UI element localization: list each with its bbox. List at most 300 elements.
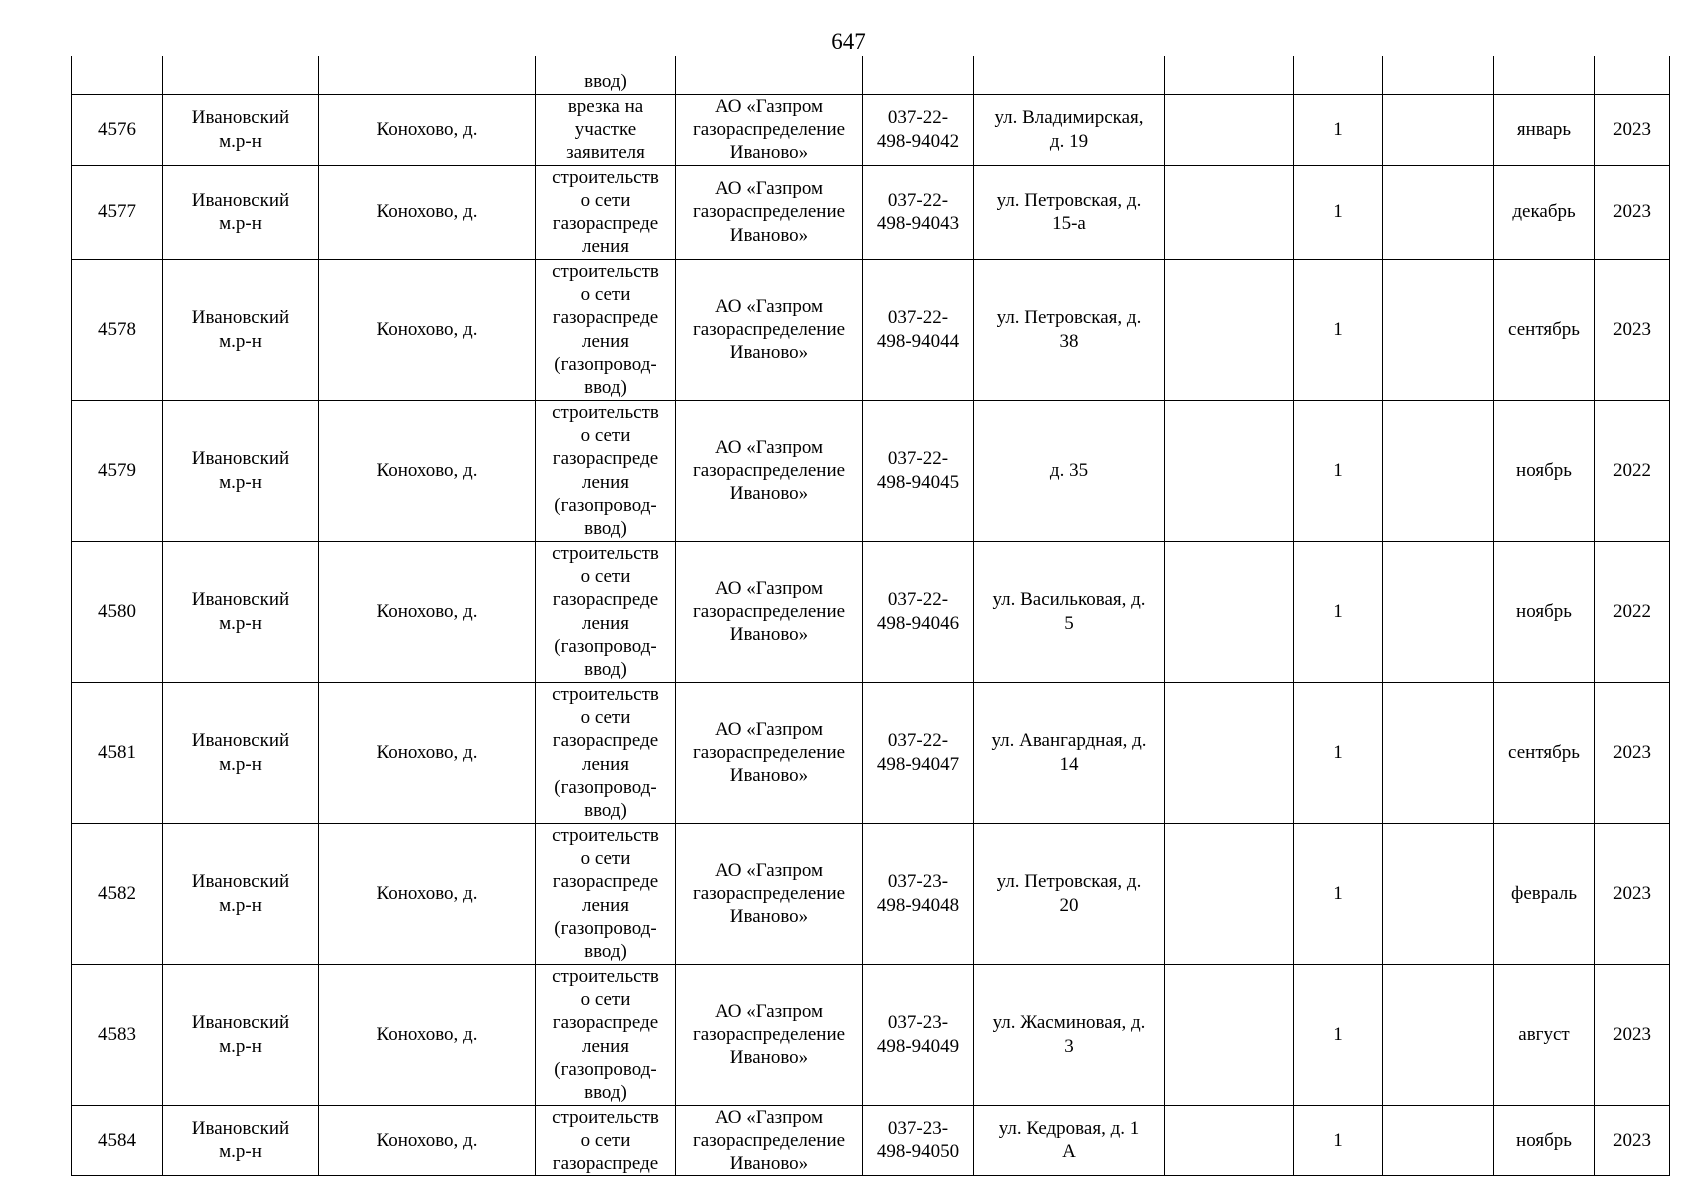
address-lines [976,729,1162,775]
cell-address [974,259,1165,400]
cell-work-type [536,94,676,165]
continued-row [72,56,1670,94]
cell-line: (газопровод- [554,494,657,516]
work-type-lines [538,166,673,259]
cell-line: строительств [552,824,659,846]
cell-settlement: Конохово, д. [319,682,536,823]
cell-line: газораспределение [692,201,846,223]
cell-line: Ивановский [191,189,290,211]
cell-month: февраль [1494,823,1595,964]
cell-code [863,94,974,165]
cell-num: 4581 [72,682,163,823]
cell-line: ления [582,612,629,634]
cell-settlement: Конохово, д. [319,1105,536,1176]
cell-work-type [536,1105,676,1176]
table-row [72,541,1670,682]
cell-line: ления [582,471,629,493]
cell-empty [1383,1105,1494,1176]
code-lines [865,1117,971,1163]
cell-address [974,823,1165,964]
cell-line: газораспределение [692,1129,846,1151]
cell-line: 498-94044 [876,330,960,352]
organization-lines [678,859,860,929]
cell-empty [1165,541,1294,682]
cell-line: 20 [1059,894,1079,916]
cell-line: АО «Газпром [714,295,824,317]
cell-line: Ивановский [191,1118,290,1140]
cell-code [863,56,974,94]
cell-line: о сети [580,1129,631,1151]
cell-district [163,94,319,165]
cell-line: м.р-н [219,130,262,152]
cell-line: о сети [580,566,631,588]
cell-empty [1165,259,1294,400]
cell-line: Ивановский [191,307,290,329]
cell-line: 5 [1064,612,1074,634]
cell-organization [676,1105,863,1176]
cell-year: 2023 [1595,259,1670,400]
cell-line: газораспреде [552,307,659,329]
organization-lines [678,577,860,647]
cell-line: (газопровод- [554,1058,657,1080]
cell-line: ввод) [584,376,627,398]
cell-line: м.р-н [219,330,262,352]
cell-work-type [536,400,676,541]
organization-lines [678,95,860,165]
cell-line: о сети [580,425,631,447]
cell-line: 037-23- [887,1012,949,1034]
cell-line: (газопровод- [554,353,657,375]
cell-line: ул. Петровская, д. [996,871,1142,893]
cell-district [163,823,319,964]
cell-line: м.р-н [219,1035,262,1057]
work-type-lines [538,824,673,963]
cell-line: ввод) [584,1081,627,1103]
organization-lines [678,295,860,365]
district-lines [165,447,316,493]
cell-line: газораспределение [692,882,846,904]
code-lines [865,870,971,916]
cell-num: 4580 [72,541,163,682]
table-row [72,400,1670,541]
cell-num: 4579 [72,400,163,541]
code-lines [865,106,971,152]
work-type-lines [538,1106,673,1176]
cell-line: д. 19 [1049,130,1089,152]
cell-line: о сети [580,284,631,306]
cell-line: газораспреде [552,448,659,470]
cell-code [863,165,974,259]
cell-line: Иваново» [729,1152,809,1174]
cell-district [163,259,319,400]
cell-line: строительств [552,166,659,188]
cell-organization [676,823,863,964]
cell-year: 2023 [1595,964,1670,1105]
cell-address [974,56,1165,94]
district-lines [165,588,316,634]
cell-line: 037-22- [887,589,949,611]
cell-line: ул. Авангардная, д. [991,730,1147,752]
cell-line: Иваново» [729,342,809,364]
cell-organization [676,964,863,1105]
cell-line: газораспреде [552,1012,659,1034]
table-body [72,56,1670,1176]
cell-line: АО «Газпром [714,95,824,117]
cell-line: о сети [580,989,631,1011]
cell-empty [1383,541,1494,682]
cell-line: 037-23- [887,871,949,893]
cell-district [163,56,319,94]
organization-lines [678,1000,860,1070]
cell-year [1595,56,1670,94]
cell-district [163,541,319,682]
cell-work-type [536,682,676,823]
page-number: 647 [831,29,866,54]
district-lines [165,306,316,352]
cell-line: ввод) [584,799,627,821]
cell-code [863,823,974,964]
cell-num: 4578 [72,259,163,400]
cell-line: газораспределение [692,118,846,140]
cell-line: Иваново» [729,1047,809,1069]
cell-month: ноябрь [1494,1105,1595,1176]
cell-line: ввод) [584,940,627,962]
cell-line: АО «Газпром [714,859,824,881]
cell-line: Иваново» [729,142,809,164]
cell-code [863,682,974,823]
district-lines [165,729,316,775]
district-lines [165,1011,316,1057]
table-row [72,94,1670,165]
address-lines [976,1011,1162,1057]
cell-line: газораспреде [552,730,659,752]
cell-line: АО «Газпром [714,718,824,740]
cell-month: август [1494,964,1595,1105]
cell-line: ления [582,236,629,258]
cell-num: 4577 [72,165,163,259]
cell-qty: 1 [1294,964,1383,1105]
cell-line: строительств [552,260,659,282]
cell-year: 2022 [1595,400,1670,541]
cell-address [974,94,1165,165]
cell-year: 2023 [1595,682,1670,823]
cell-empty [1165,823,1294,964]
cell-work-type [536,964,676,1105]
cell-year: 2023 [1595,1105,1670,1176]
cell-year: 2023 [1595,94,1670,165]
cell-empty [1383,165,1494,259]
cell-organization [676,541,863,682]
cell-work-type [536,259,676,400]
cell-line: АО «Газпром [714,1000,824,1022]
cell-work-type [536,823,676,964]
cell-settlement [319,56,536,94]
cell-line: АО «Газпром [714,577,824,599]
cell-line: АО «Газпром [714,436,824,458]
cell-work-type [536,165,676,259]
cell-line: врезка на [567,95,644,117]
cell-empty [1165,682,1294,823]
code-lines [865,1011,971,1057]
cell-line: АО «Газпром [714,1106,824,1128]
code-lines [865,447,971,493]
cell-line: газораспреде [552,871,659,893]
cell-district [163,1105,319,1176]
cell-line: ления [582,753,629,775]
organization-lines [678,1106,860,1176]
cell-month: ноябрь [1494,541,1595,682]
code-lines [865,588,971,634]
cell-line: ул. Петровская, д. [996,189,1142,211]
cell-settlement: Конохово, д. [319,541,536,682]
cell-settlement: Конохово, д. [319,400,536,541]
cell-line: ул. Кедровая, д. 1 [998,1118,1140,1140]
cell-line: строительств [552,401,659,423]
cell-line: 14 [1059,753,1079,775]
table-row [72,1105,1670,1176]
cell-month: сентябрь [1494,259,1595,400]
cell-code [863,400,974,541]
cell-work-type [536,541,676,682]
cell-empty [1165,1105,1294,1176]
cell-line: ления [582,894,629,916]
cell-address [974,964,1165,1105]
cell-settlement: Конохово, д. [319,165,536,259]
cell-line: газораспределение [692,741,846,763]
cell-qty: 1 [1294,400,1383,541]
cell-line: газораспреде [552,213,659,234]
cell-line: ул. Васильковая, д. [992,589,1146,611]
cell-qty: 1 [1294,823,1383,964]
cell-line: Ивановский [191,871,290,893]
cell-empty [1165,56,1294,94]
cell-line: 037-23- [887,1118,949,1140]
cell-line: Иваново» [729,483,809,505]
work-type-lines [538,260,673,399]
cell-line: о сети [580,848,631,870]
cell-qty: 1 [1294,94,1383,165]
cell-line: газораспределение [692,1023,846,1045]
cell-line: Ивановский [191,589,290,611]
cell-month: ноябрь [1494,400,1595,541]
cell-line: 037-22- [887,730,949,752]
work-type-lines [538,542,673,681]
cell-line: газораспределение [692,459,846,481]
cell-line: 037-22- [887,107,949,129]
cell-num [72,56,163,94]
cell-line: газораспределение [692,318,846,340]
address-lines [976,588,1162,634]
cell-num: 4583 [72,964,163,1105]
cell-empty [1383,964,1494,1105]
cell-line: Иваново» [729,624,809,646]
cell-line: д. 35 [1049,459,1089,481]
table-row [72,259,1670,400]
cell-num: 4582 [72,823,163,964]
address-lines [976,459,1162,482]
code-lines [865,189,971,235]
cell-empty [1165,400,1294,541]
address-lines [976,189,1162,235]
cell-code [863,259,974,400]
table-row [72,823,1670,964]
cell-line: строительств [552,683,659,705]
cell-month: декабрь [1494,165,1595,259]
cell-empty [1383,682,1494,823]
district-lines [165,870,316,916]
cell-organization [676,682,863,823]
cell-settlement: Конохово, д. [319,94,536,165]
cell-line: м.р-н [219,894,262,916]
cell-district [163,682,319,823]
cell-empty [1165,94,1294,165]
cell-line: Ивановский [191,107,290,129]
cell-organization [676,56,863,94]
cell-line: Иваново» [729,224,809,246]
cell-line: строительств [552,965,659,987]
cell-line: м.р-н [219,213,262,234]
cell-year: 2023 [1595,823,1670,964]
gas-connection-table [71,56,1670,1176]
cell-address [974,400,1165,541]
cell-line: 498-94047 [876,753,960,775]
cell-code [863,541,974,682]
cell-qty: 1 [1294,682,1383,823]
cell-line: ул. Владимирская, [994,107,1144,129]
cell-line: ул. Жасминовая, д. [992,1012,1146,1034]
cell-district [163,165,319,259]
cell-year: 2023 [1595,165,1670,259]
cell-organization [676,259,863,400]
cell-address [974,541,1165,682]
cell-line: заявителя [566,142,645,164]
cell-code [863,964,974,1105]
cell-month [1494,56,1595,94]
cell-line: газораспреде [552,589,659,611]
district-lines [165,1117,316,1163]
cell-line: 498-94050 [876,1141,960,1163]
cell-qty: 1 [1294,259,1383,400]
cell-line: Ивановский [191,1012,290,1034]
cell-district [163,964,319,1105]
district-lines [165,106,316,152]
cell-line: м.р-н [219,753,262,775]
organization-lines [678,436,860,506]
cell-settlement: Конохово, д. [319,259,536,400]
cell-line: Иваново» [729,906,809,928]
cell-organization [676,165,863,259]
district-lines [165,189,316,235]
cell-line: 037-22- [887,307,949,329]
cell-organization [676,94,863,165]
cell-empty [1383,823,1494,964]
table-row [72,964,1670,1105]
cell-settlement: Конохово, д. [319,823,536,964]
organization-lines [678,718,860,788]
cell-line: (газопровод- [554,776,657,798]
cell-line: строительств [552,542,659,564]
cell-empty [1383,400,1494,541]
work-type-lines [538,683,673,822]
cell-line: 15-а [1052,213,1086,234]
table-row [72,165,1670,259]
cell-line: ввод) [584,71,627,93]
cell-line: о сети [580,189,631,211]
cell-empty [1165,964,1294,1105]
cell-line: 037-22- [887,189,949,211]
table-row [72,682,1670,823]
work-type-lines [538,401,673,540]
address-lines [976,106,1162,152]
cell-settlement: Конохово, д. [319,964,536,1105]
address-lines [976,306,1162,352]
cell-empty [1165,165,1294,259]
code-lines [865,306,971,352]
cell-line: Ивановский [191,448,290,470]
cell-work-type [536,56,676,94]
cell-line: 498-94042 [876,130,960,152]
cell-empty [1383,94,1494,165]
cell-line: АО «Газпром [714,178,824,200]
work-type-lines [538,965,673,1104]
work-type-lines [538,70,673,93]
cell-qty: 1 [1294,541,1383,682]
cell-line: ления [582,1035,629,1057]
cell-line: ления [582,330,629,352]
cell-line: м.р-н [219,612,262,634]
cell-line: газораспределение [692,600,846,622]
cell-line: 38 [1059,330,1079,352]
cell-line: 498-94045 [876,471,960,493]
cell-line: Иваново» [729,765,809,787]
address-lines [976,870,1162,916]
cell-line: 037-22- [887,448,949,470]
cell-line: (газопровод- [554,635,657,657]
cell-line: газораспреде [552,1152,659,1174]
cell-year: 2022 [1595,541,1670,682]
cell-line: Ивановский [191,730,290,752]
cell-code [863,1105,974,1176]
cell-line: строительств [552,1106,659,1128]
cell-line: 498-94046 [876,612,960,634]
cell-line: ул. Петровская, д. [996,307,1142,329]
cell-qty: 1 [1294,1105,1383,1176]
cell-district [163,400,319,541]
cell-num: 4584 [72,1105,163,1176]
cell-month: сентябрь [1494,682,1595,823]
cell-line: 498-94049 [876,1035,960,1057]
cell-line: м.р-н [219,471,262,493]
cell-address [974,1105,1165,1176]
cell-qty: 1 [1294,165,1383,259]
cell-line: о сети [580,707,631,729]
cell-organization [676,400,863,541]
cell-line: 498-94048 [876,894,960,916]
cell-line: А [1062,1141,1076,1163]
cell-line: участке [574,118,637,140]
cell-line: ввод) [584,517,627,539]
cell-address [974,682,1165,823]
cell-month: январь [1494,94,1595,165]
cell-line: м.р-н [219,1141,262,1163]
cell-empty [1383,56,1494,94]
cell-qty [1294,56,1383,94]
cell-line: ввод) [584,658,627,680]
code-lines [865,729,971,775]
cell-line: 3 [1064,1035,1074,1057]
address-lines [976,1117,1162,1163]
cell-line: 498-94043 [876,213,960,234]
